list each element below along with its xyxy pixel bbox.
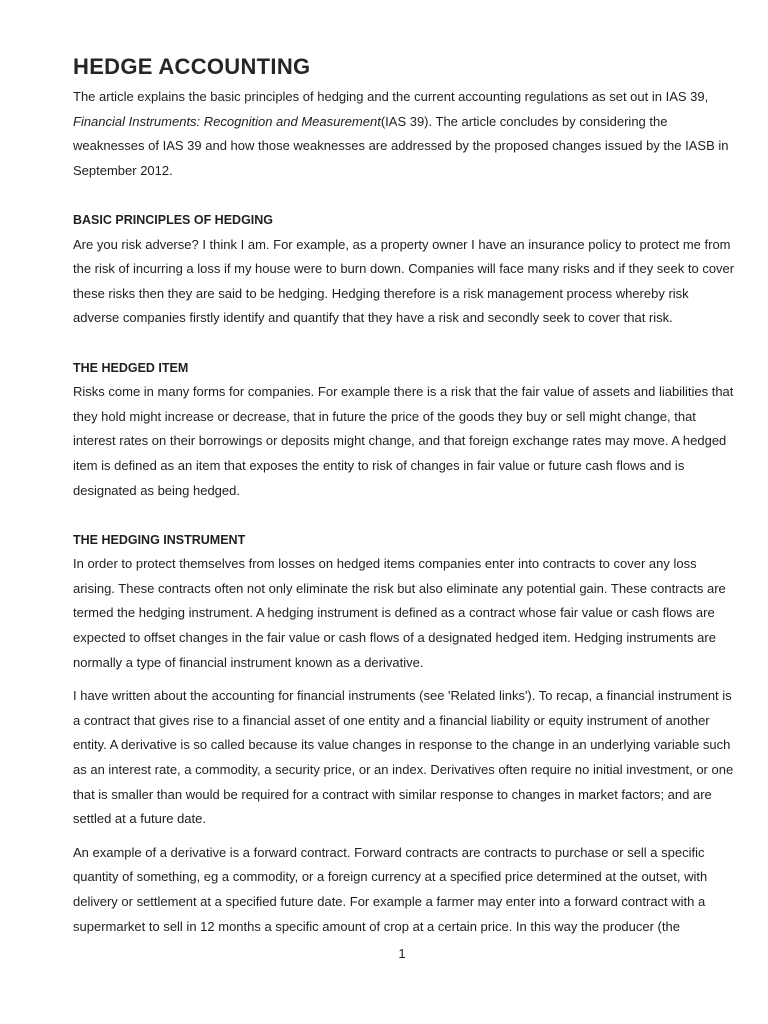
section-hedged-item (73, 356, 737, 504)
body-paragraph: I have written about the accounting for financial instruments (see 'Related links'). To recap, a financial instrument is a contract that gives rise to a financial asset of one entity and a financial liability or equity instrument of another entity. A derivative is so called because its value changes in response to the change in an underlying variable such as an interest rate, a commodity, a security price, or an index. Derivatives often require no initial investment, or one that is smaller than would be required for a contract with similar response to changes in market factors; and are settled at a future date. (73, 688, 734, 827)
document-page (73, 52, 737, 939)
section-hedging-instrument (73, 528, 737, 940)
body-paragraph: An example of a derivative is a forward contract. Forward contracts are contracts to purchase or sell a specific quantity of something, eg a commodity, or a foreign currency at a specified price determined at the outset, with delivery or settlement at a specified future date. For example a farmer may enter into a forward contract with a supermarket to sell in 12 months a specific amount of crop at a certain price. In this way the producer (the (73, 844, 708, 934)
body-paragraph: In order to protect themselves from losses on hedged items companies enter into contracts to cover any loss arising. These contracts often not only eliminate the risk but also eliminate any potential gain. These contracts are termed the hedging instrument. A hedging instrument is defined as a contract whose fair value or cash flows are expected to offset changes in the fair value or cash flows of a designated hedged item. Hedging instruments are normally a type of financial instrument known as a derivative. (73, 556, 726, 670)
section-basic-principles (73, 208, 737, 331)
intro-paragraph (73, 85, 737, 183)
body-paragraph: Risks come in many forms for companies. For example there is a risk that the fair value of assets and liabilities that they hold might increase or decrease, that in future the price of the goods they buy or sell might change, that interest rates on their borrowings or deposits might change, and that foreign exchange rates may move. A hedged item is defined as an item that exposes the entity to risk of changes in fair value or future cash flows and is designated as being hedged. (73, 384, 734, 498)
intro-text-end: (IAS 39). The article concludes by considering the weaknesses of IAS 39 and how those weaknesses are addressed by the proposed changes issued by the IASB in September 2012. (73, 113, 729, 178)
intro-text-start: The article explains the basic principles of hedging and the current accounting regulations as set out in IAS 39, (73, 89, 709, 104)
section-heading: THE HEDGED ITEM (73, 360, 189, 375)
document-title: HEDGE ACCOUNTING (73, 54, 311, 79)
section-heading: THE HEDGING INSTRUMENT (73, 532, 246, 547)
section-heading: BASIC PRINCIPLES OF HEDGING (73, 212, 274, 227)
intro-standard-title: Financial Instruments: Recognition and Measurement (73, 113, 381, 129)
page-number: 1 (398, 946, 406, 961)
body-paragraph: Are you risk adverse? I think I am. For example, as a property owner I have an insurance policy to protect me from the risk of incurring a loss if my house were to burn down. Companies will face many risks and if they seek to cover these risks then they are said to be hedging. Hedging therefore is a risk management process whereby risk adverse companies firstly identify and quantify that they have a risk and secondly seek to cover that risk. (73, 236, 735, 326)
